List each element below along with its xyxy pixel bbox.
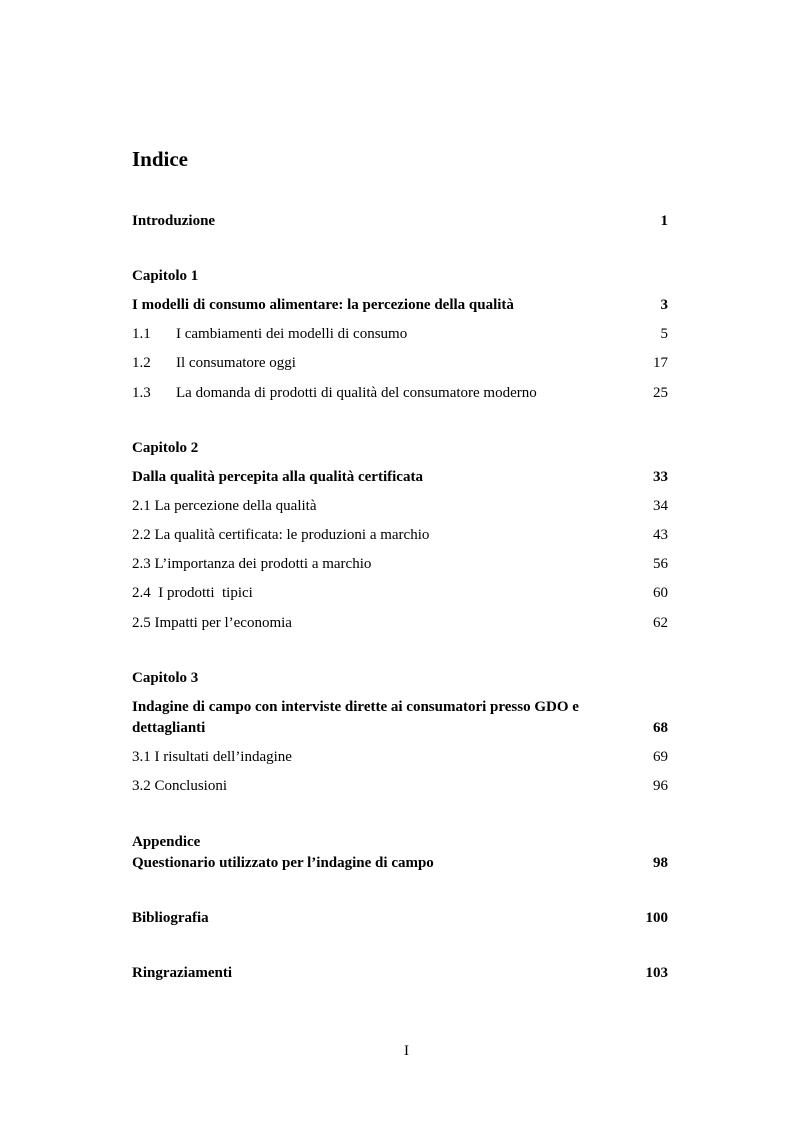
section-2-5-page: 62 xyxy=(653,615,668,631)
section-2-5-label: 2.5 Impatti per l’economia xyxy=(132,615,292,631)
chapter-1-title: I modelli di consumo alimentare: la percezione della qualità xyxy=(132,297,514,313)
section-2-1-page: 34 xyxy=(653,498,668,514)
toc-intro-page: 1 xyxy=(660,213,668,229)
chapter-2-page: 33 xyxy=(653,469,668,485)
section-2-4-page: 60 xyxy=(653,585,668,601)
chapter-2-title: Dalla qualità percepita alla qualità certificata xyxy=(132,469,423,485)
chapter-1-heading: Capitolo 1 xyxy=(132,268,199,284)
section-1-3-page: 25 xyxy=(653,385,668,401)
chapter-3-title-line1: Indagine di campo con interviste dirette ai consumatori presso GDO e xyxy=(132,699,579,715)
appendix-title: Questionario utilizzato per l’indagine di campo xyxy=(132,855,434,871)
section-1-1-label: I cambiamenti dei modelli di consumo xyxy=(176,326,408,342)
section-3-1-label: 3.1 I risultati dell’indagine xyxy=(132,749,292,765)
section-2-2-label: 2.2 La qualità certificata: le produzioni a marchio xyxy=(132,527,430,543)
chapter-1-page: 3 xyxy=(660,297,668,313)
section-1-1-page: 5 xyxy=(660,326,668,342)
chapter-2-heading: Capitolo 2 xyxy=(132,440,199,456)
section-1-2-page: 17 xyxy=(653,355,668,371)
acknowledgements-page: 103 xyxy=(645,965,668,981)
section-1-1-number: 1.1 xyxy=(132,326,151,342)
section-2-1-label: 2.1 La percezione della qualità xyxy=(132,498,317,514)
section-2-3-label: 2.3 L’importanza dei prodotti a marchio xyxy=(132,556,372,572)
page-number: I xyxy=(404,1043,409,1059)
appendix-heading: Appendice xyxy=(132,834,201,850)
chapter-3-title-line2: dettaglianti xyxy=(132,720,206,736)
section-1-3-label: La domanda di prodotti di qualità del consumatore moderno xyxy=(176,385,537,401)
appendix-page: 98 xyxy=(653,855,668,871)
acknowledgements-label: Ringraziamenti xyxy=(132,965,232,981)
section-2-2-page: 43 xyxy=(653,527,668,543)
section-3-1-page: 69 xyxy=(653,749,668,765)
bibliography-label: Bibliografia xyxy=(132,910,209,926)
section-1-3-number: 1.3 xyxy=(132,385,151,401)
section-2-3-page: 56 xyxy=(653,556,668,572)
section-1-2-number: 1.2 xyxy=(132,355,151,371)
chapter-3-heading: Capitolo 3 xyxy=(132,670,199,686)
section-1-2-label: Il consumatore oggi xyxy=(176,355,296,371)
section-2-4-label: 2.4 I prodotti tipici xyxy=(132,585,253,601)
chapter-3-page: 68 xyxy=(653,720,668,736)
page-title: Indice xyxy=(132,147,189,171)
bibliography-page: 100 xyxy=(645,910,668,926)
section-3-2-label: 3.2 Conclusioni xyxy=(132,778,228,794)
toc-intro-label: Introduzione xyxy=(132,213,216,229)
section-3-2-page: 96 xyxy=(653,778,668,794)
